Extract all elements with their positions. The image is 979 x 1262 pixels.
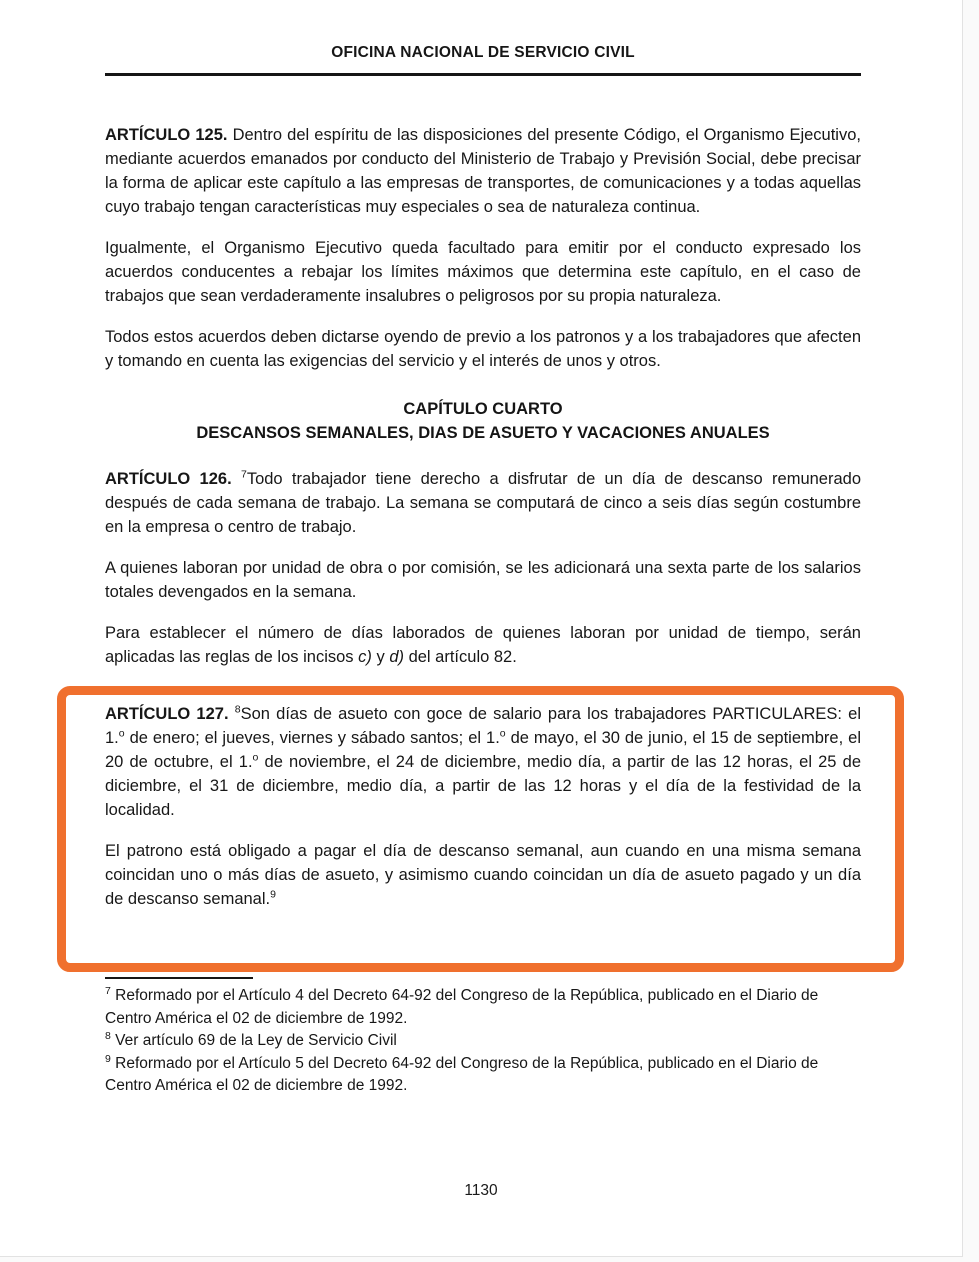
page-number: 1130 [464, 1182, 498, 1199]
paragraph-igualmente: Igualmente, el Organismo Ejecutivo queda facultado para emitir por el conducto expresado los acuerdos conducentes a rebajar los límites máximos que determina este capítulo, en el caso de trabajos que sean verdaderamente insalubres o peligrosos por su propia naturaleza. [105, 239, 861, 305]
footnote-separator [105, 977, 253, 979]
chapter-heading [105, 397, 861, 445]
footnotes-section [105, 977, 861, 1098]
paragraph-para-establecer: Para establecer el número de días laborados de quienes laboran por unidad de tiempo, serán aplicadas las reglas de los incisos c) y d) del artículo 82. [105, 624, 861, 666]
chapter-title-line: CAPÍTULO CUARTO [403, 400, 563, 418]
footnote-7: $^7$ Reformado por el Artículo 4 del Decreto 64-92 del Congreso de la República, publicado en el Diario de Centro América el 02 de diciembre de 1992. [105, 984, 819, 1027]
paragraph-todos-estos: Todos estos acuerdos deben dictarse oyendo de previo a los patronos y a los trabajadores que afecten y tomando en cuenta las exigencias del servicio y el interés de unos y otros. [105, 328, 861, 370]
header-rule [105, 73, 861, 76]
footnote-8: $^8$ Ver artículo 69 de la Ley de Servicio Civil [105, 1029, 397, 1049]
document-header-title: OFICINA NACIONAL DE SERVICIO CIVIL [331, 44, 635, 61]
highlight-box [57, 686, 904, 972]
paragraph-articulo-125: ARTÍCULO 125. Dentro del espíritu de las disposiciones del presente Código, el Organismo Ejecutivo, mediante acuerdos emanados por conducto del Ministerio de Trabajo y Previsión Social, debe precisar la forma de aplicar este capítulo a las empresas de transportes, de comunicaciones y a todas aquellas cuyo trabajo tengan características muy especiales o sea de naturaleza continua. [105, 126, 861, 216]
chapter-subtitle-line: DESCANSOS SEMANALES, DIAS DE ASUETO Y VACACIONES ANUALES [196, 424, 770, 442]
document-body [105, 123, 861, 1098]
page-header [105, 44, 861, 76]
paragraph-articulo-126: ARTÍCULO 126. $^7$Todo trabajador tiene derecho a disfrutar de un día de descanso remunerado después de cada semana de trabajo. La semana se computará de cinco a seis días según costumbre en la empresa o centro de trabajo. [105, 468, 861, 536]
paragraph-el-patrono: El patrono está obligado a pagar el día de descanso semanal, aun cuando en una misma semana coincidan uno o más días de asueto, y asimismo cuando coincidan un día de asueto pagado y un día de descanso semanal.$^9$ [105, 842, 861, 908]
paragraph-a-quienes: A quienes laboran por unidad de obra o por comisión, se les adicionará una sexta parte de los salarios totales devengados en la semana. [105, 559, 861, 601]
paragraph-articulo-127: ARTÍCULO 127. $^8$Son días de asueto con goce de salario para los trabajadores PARTICULARES: el 1.$^o$ de enero; el jueves, viernes y sábado santos; el 1.$^o$ de mayo, el 30 de junio, el 15 de septiembre, el 20 de octubre, el 1.$^o$ de noviembre, el 24 de diciembre, medio día, a partir de las 12 horas, el 25 de diciembre, el 31 de diciembre, medio día, a partir de las 12 horas y el día de la festividad de la localidad. [105, 703, 861, 819]
footnote-9: $^9$ Reformado por el Artículo 5 del Decreto 64-92 del Congreso de la República, publicado en el Diario de Centro América el 02 de diciembre de 1992. [105, 1052, 819, 1094]
